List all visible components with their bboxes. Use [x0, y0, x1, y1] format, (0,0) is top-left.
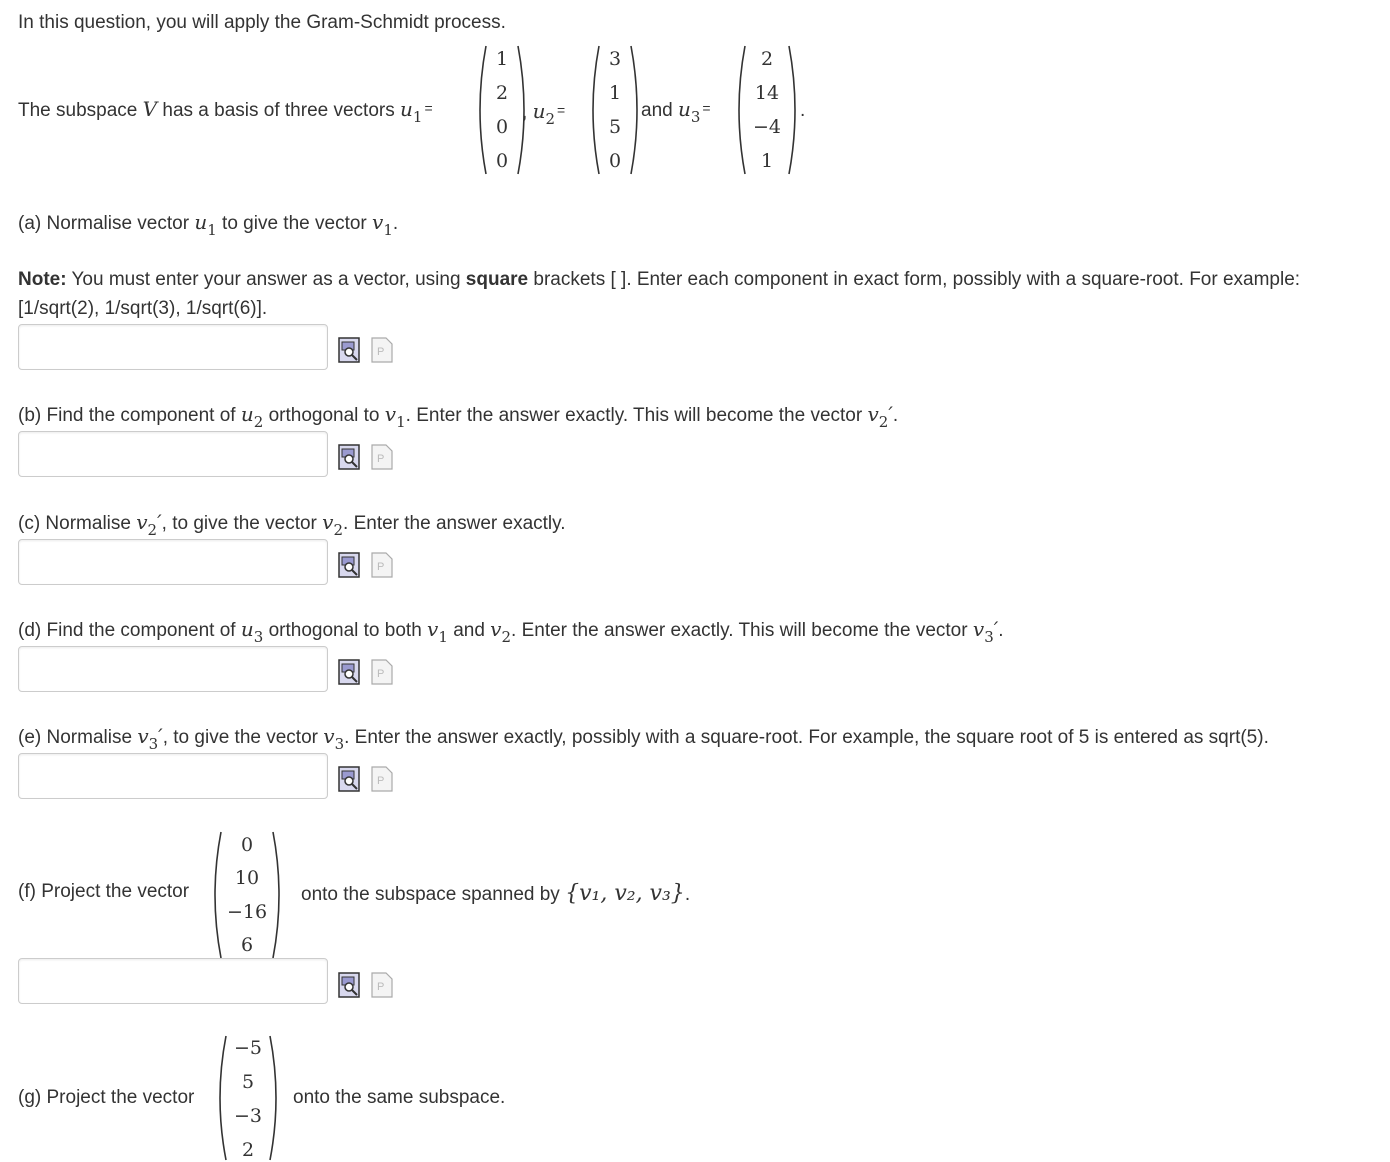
u1-entry: 1 — [495, 48, 509, 70]
preview-icon[interactable] — [338, 444, 360, 470]
note-example: [1/sqrt(2), 1/sqrt(3), 1/sqrt(6)]. — [18, 298, 268, 319]
svg-text:P: P — [377, 668, 385, 680]
u1-entry: 2 — [495, 82, 509, 104]
u2-entry: 1 — [608, 82, 622, 104]
preview-icon[interactable] — [338, 659, 360, 685]
svg-text:P: P — [377, 453, 385, 465]
g-entry: −3 — [233, 1105, 262, 1127]
part-f-tail: onto the subspace spanned by {v₁, v₂, v₃}. — [301, 881, 691, 906]
answer-input-e[interactable] — [18, 753, 328, 799]
intro-text: In this question, you will apply the Gram-Schmidt process. — [18, 12, 506, 33]
u2-entry: 3 — [608, 48, 622, 70]
answer-input-f[interactable] — [18, 958, 328, 1004]
answer-input-d[interactable] — [18, 646, 328, 692]
svg-text:P: P — [377, 981, 385, 993]
preview-icon[interactable] — [338, 766, 360, 792]
vector-g — [213, 1034, 283, 1162]
answer-input-a[interactable] — [18, 324, 328, 370]
part-g-question: (g) Project the vector — [18, 1087, 195, 1108]
part-d-question: (d) Find the component of $u_3$ orthogonal to both $v_1$ and $v_2$. Enter the answer exactly. This will become the vector $v_3'$. — [18, 617, 1004, 646]
vector-u3 — [732, 44, 802, 176]
u2-label: , $u_2$ = — [522, 99, 566, 128]
part-g-tail: onto the same subspace. — [293, 1087, 506, 1108]
preview-icon[interactable] — [338, 972, 360, 998]
u3-label: and $u_3$ = — [641, 97, 711, 126]
basis-statement: The subspace V has a basis of three vectors $u_1$ = — [18, 97, 433, 126]
u2-entry: 5 — [608, 116, 622, 138]
answer-input-c[interactable] — [18, 539, 328, 585]
syntax-help-icon[interactable] — [371, 972, 393, 998]
f-entry: 10 — [234, 867, 260, 890]
f-entry: 6 — [240, 933, 254, 956]
syntax-help-icon[interactable] — [371, 766, 393, 792]
part-e-question: (e) Normalise $v_3'$, to give the vector $v_3$. Enter the answer exactly, possibly with a square-root. For example, the square root of 5 is entered as sqrt(5). — [18, 724, 1269, 753]
span-set: {v₁, v₂, v₃} — [565, 881, 685, 906]
u3-entry: 2 — [760, 48, 774, 70]
svg-text:P: P — [377, 346, 385, 358]
part-f-question: (f) Project the vector — [18, 881, 190, 902]
u1-entry: 0 — [495, 150, 509, 172]
answer-input-b[interactable] — [18, 431, 328, 477]
svg-text:P: P — [377, 775, 385, 787]
svg-text:P: P — [377, 561, 385, 573]
preview-icon[interactable] — [338, 337, 360, 363]
syntax-help-icon[interactable] — [371, 552, 393, 578]
basis-period: . — [800, 100, 806, 121]
syntax-help-icon[interactable] — [371, 337, 393, 363]
vector-f — [208, 830, 286, 960]
part-b-question: (b) Find the component of $u_2$ orthogonal to $v_1$. Enter the answer exactly. This will become the vector $v_2'$. — [18, 402, 899, 431]
u3-entry: 14 — [754, 82, 780, 104]
space-symbol: V — [142, 97, 158, 121]
syntax-help-icon[interactable] — [371, 659, 393, 685]
note-text: Note: You must enter your answer as a vector, using square brackets [ ]. Enter each component in exact form, possibly with a square-root. For example: — [18, 269, 1301, 290]
g-entry: 2 — [241, 1139, 255, 1161]
g-entry: 5 — [241, 1071, 255, 1093]
part-a-question: (a) Normalise vector $u_1$ to give the vector $v_1$. — [18, 210, 399, 239]
syntax-help-icon[interactable] — [371, 444, 393, 470]
g-entry: −5 — [233, 1037, 262, 1059]
u2-entry: 0 — [608, 150, 622, 172]
f-entry: 0 — [240, 834, 254, 856]
preview-icon[interactable] — [338, 552, 360, 578]
part-c-question: (c) Normalise $v_2'$, to give the vector $v_2$. Enter the answer exactly. — [18, 510, 566, 539]
u3-entry: 1 — [760, 150, 774, 172]
u3-entry: −4 — [752, 116, 781, 138]
vector-u2 — [586, 44, 644, 176]
f-entry: −16 — [226, 900, 268, 923]
u1-entry: 0 — [495, 116, 509, 138]
